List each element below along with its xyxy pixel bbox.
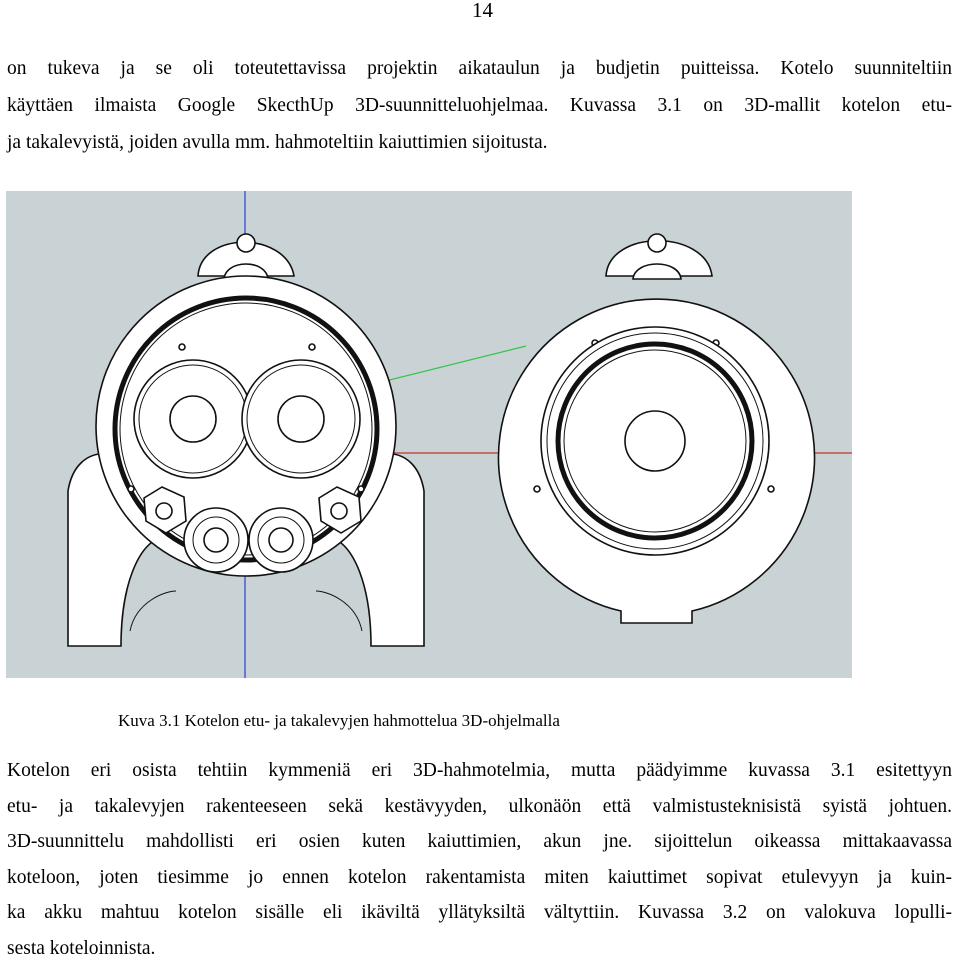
page-number: 14 — [472, 0, 493, 22]
back-screw-hole-icon — [768, 486, 774, 492]
front-tweeter-left-center — [156, 503, 172, 519]
front-screw-hole-icon — [358, 486, 364, 492]
body-line: 3D-suunnittelu mahdollisti eri osien kuten kaiuttimien, akun jne. sijoittelun oikeassa mittakaavassa — [7, 831, 952, 852]
body-line: sesta koteloinnista. — [7, 937, 156, 959]
front-tweeter-right-center — [331, 503, 347, 519]
body-paragraph — [7, 752, 952, 965]
front-screw-hole-icon — [128, 486, 134, 492]
sketchup-render — [6, 191, 852, 678]
intro-line: käyttäen ilmaista Google SkecthUp 3D-suunnitteluohjelmaa. Kuvassa 3.1 on 3D-mallit kotelon etu- — [7, 95, 952, 116]
back-plate — [499, 234, 815, 623]
front-mid-left-center — [204, 528, 228, 552]
body-line: etu- ja takalevyjen rakenteeseen sekä kestävyyden, ulkonäön että valmistusteknisistä syistä johtuen. — [7, 795, 952, 817]
figure-3d-model — [6, 191, 852, 678]
intro-paragraph — [7, 50, 952, 161]
back-speaker-center-icon — [625, 411, 685, 471]
body-line: ka akku mahtuu kotelon sisälle eli ikäviltä yllätyksiltä vältyttiin. Kuvassa 3.2 on valokuva lopulli- — [7, 902, 952, 923]
front-screw-hole-icon — [179, 344, 185, 350]
front-right-leg-edge — [316, 591, 362, 631]
body-line: koteloon, joten tiesimme jo ennen kotelon rakentamista miten kaiuttimet sopivat etulevyyn ja kuin- — [7, 866, 952, 888]
front-screw-hole-icon — [309, 344, 315, 350]
intro-line: on tukeva ja se oli toteutettavissa projektin aikataulun ja budjetin puitteissa. Kotelo suunniteltiin — [7, 58, 952, 79]
front-mid-right-center — [269, 528, 293, 552]
front-hang-hole-icon — [237, 234, 255, 252]
figure-caption: Kuva 3.1 Kotelon etu- ja takalevyjen hahmottelua 3D-ohjelmalla — [118, 711, 560, 730]
front-left-leg-edge — [130, 591, 176, 631]
intro-line: ja takalevyistä, joiden avulla mm. hahmoteltiin kaiuttimien sijoitusta. — [7, 132, 548, 153]
front-plate — [68, 234, 424, 646]
back-screw-hole-icon — [534, 486, 540, 492]
back-hang-hole-icon — [648, 234, 666, 252]
front-woofer-right-center — [278, 396, 324, 442]
body-line: Kotelon eri osista tehtiin kymmeniä eri 3D-hahmotelmia, mutta päädyimme kuvassa 3.1 esitettyyn — [7, 760, 952, 781]
front-woofer-left-center — [170, 396, 216, 442]
